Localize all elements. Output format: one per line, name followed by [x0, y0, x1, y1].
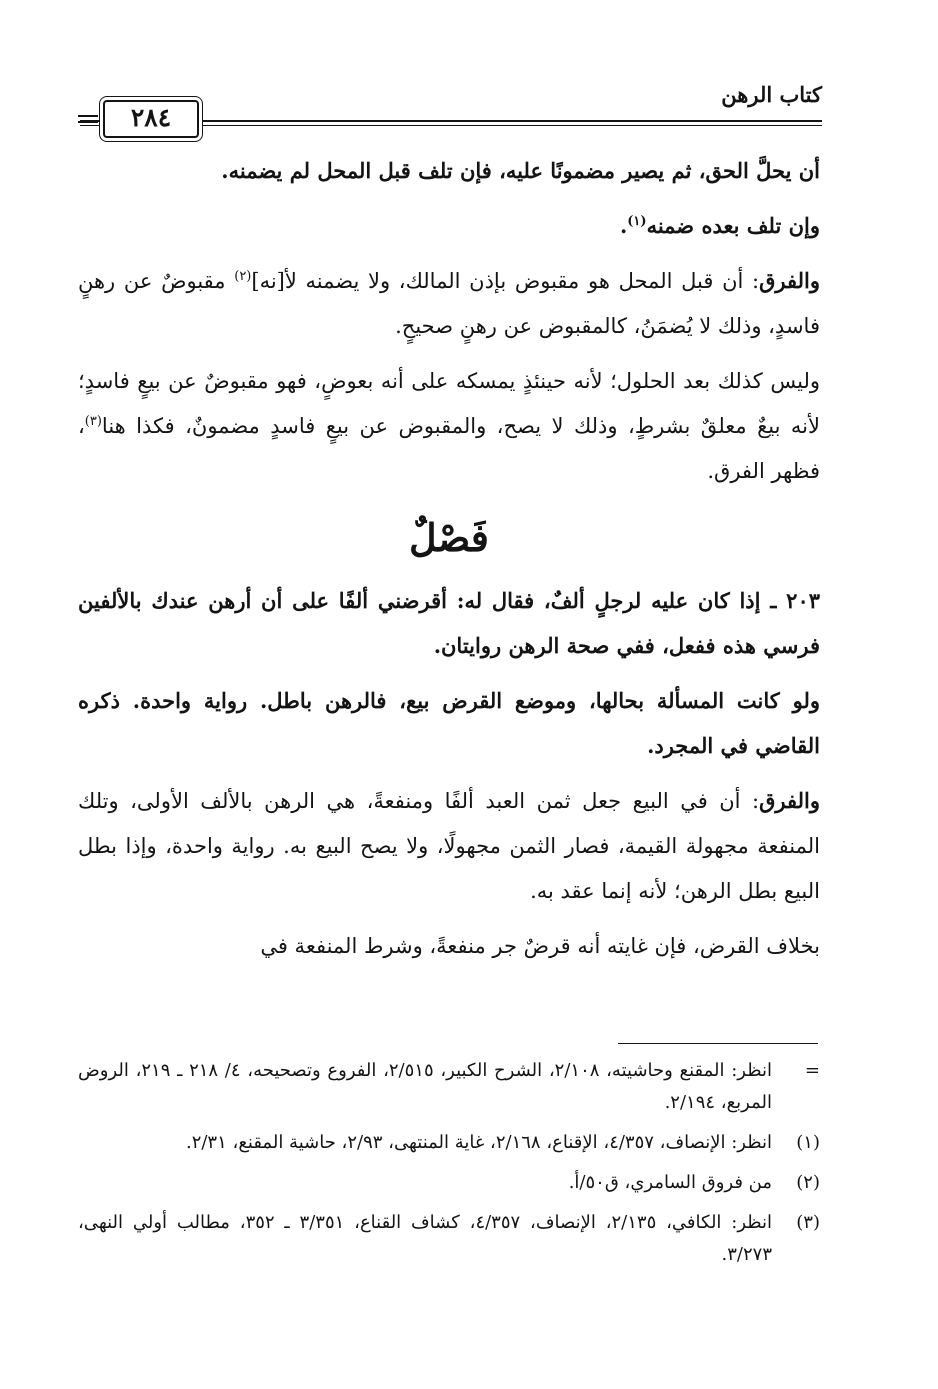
- main-text: [78, 148, 820, 979]
- paragraph-2: وإن تلف بعده ضمنه$^{(١)}$.: [619, 213, 820, 238]
- footnote-continued: = انظر: المقنع وحاشيته، ٢/١٠٨، الشرح الكبير، ٢/٥١٥، الفروع وتصحيحه، ٤/ ٢١٨ ـ ٢١٩، الروض المربع، ٢/١٩٤.: [78, 1055, 820, 1119]
- page-number: ٢٨٤: [103, 100, 199, 138]
- footnote-mark: (١): [796, 1132, 820, 1153]
- page-header: [80, 78, 822, 138]
- section-paragraph-1: ٢٠٣ ـ إذا كان عليه لرجلٍ ألفٌ، فقال له: أقرضني ألفًا على أن أرهن عندك بالألفين فرسي هذه ففعل، ففي صحة الرهن روايتان.: [78, 588, 821, 658]
- paragraph-1: أن يحلَّ الحق، ثم يصير مضمونًا عليه، فإن تلف قبل المحل لم يضمنه.: [221, 158, 820, 183]
- footnote-mark: =: [804, 1060, 820, 1081]
- header-dash: [78, 115, 98, 117]
- lead-word: والفرق: [759, 788, 820, 813]
- footnote-mark: (٣): [796, 1212, 820, 1233]
- section-paragraph-2: ولو كانت المسألة بحالها، وموضع القرض بيع، فالرهن باطل. رواية واحدة. ذكره القاضي في المجرد.: [78, 688, 820, 758]
- footnote-3: (٣) انظر: الكافي، ٢/١٣٥، الإنصاف، ٤/٣٥٧، كشاف القناع، ٣/٣٥١ ـ ٣٥٢، مطالب أولي النهى، ٣/٢٧٣.: [78, 1207, 820, 1271]
- lead-word: والفرق: [759, 268, 820, 293]
- paragraph-3: والفرق: أن قبل المحل هو مقبوض بإذن المالك، ولا يضمنه لأ[نه]$^{(٢)}$ مقبوضٌ عن رهنٍ فاسدٍ، وذلك لا يُضمَنُ، كالمقبوض عن رهنٍ صحيحٍ.: [78, 268, 820, 338]
- section-paragraph-4: بخلاف القرض، فإن غايته أنه قرضٌ جر منفعةً، وشرط المنفعة في: [260, 934, 820, 958]
- issue-number: ٢٠٣ ـ: [770, 588, 821, 613]
- footnote-ref-2[interactable]: (٢): [234, 269, 252, 284]
- paragraph-4: وليس كذلك بعد الحلول؛ لأنه حينئذٍ يمسكه على أنه بعوضٍ، فهو مقبوضٌ عن بيعٍ فاسدٍ؛ لأنه بيعٌ معلقٌ بشرطٍ، وذلك لا يصح، والمقبوض عن بيعٍ فاسدٍ مضمونٌ، فكذا هنا$^{(٣)}$، فظهر الفرق.: [78, 369, 820, 483]
- header-dash: [78, 121, 98, 123]
- footnote-2: (٢) من فروق السامري، ق٥٠/أ.: [78, 1167, 820, 1199]
- running-title: كتاب الرهن: [721, 82, 822, 107]
- footnote-ref-3[interactable]: (٣): [84, 414, 102, 429]
- footnote-mark: (٢): [796, 1172, 820, 1193]
- section-paragraph-3: والفرق: أن في البيع جعل ثمن العبد ألفًا ومنفعةً، هي الرهن بالألف الأولى، وتلك المنفعة مجهولة القيمة، فصار الثمن مجهولًا، ولا يصح البيع به. رواية واحدة، وإذا بطل البيع بطل الرهن؛ لأنه إنما عقد به.: [78, 788, 820, 903]
- footnote-1: (١) انظر: الإنصاف، ٤/٣٥٧، الإقناع، ٢/١٦٨، غاية المنتهى، ٢/٩٣، حاشية المقنع، ٢/٣١.: [78, 1127, 820, 1159]
- footnote-ref-1[interactable]: (١): [627, 214, 647, 229]
- footnote-separator: [618, 1043, 818, 1044]
- section-heading: فَصْلٌ: [409, 515, 489, 560]
- footnotes: [78, 1055, 820, 1279]
